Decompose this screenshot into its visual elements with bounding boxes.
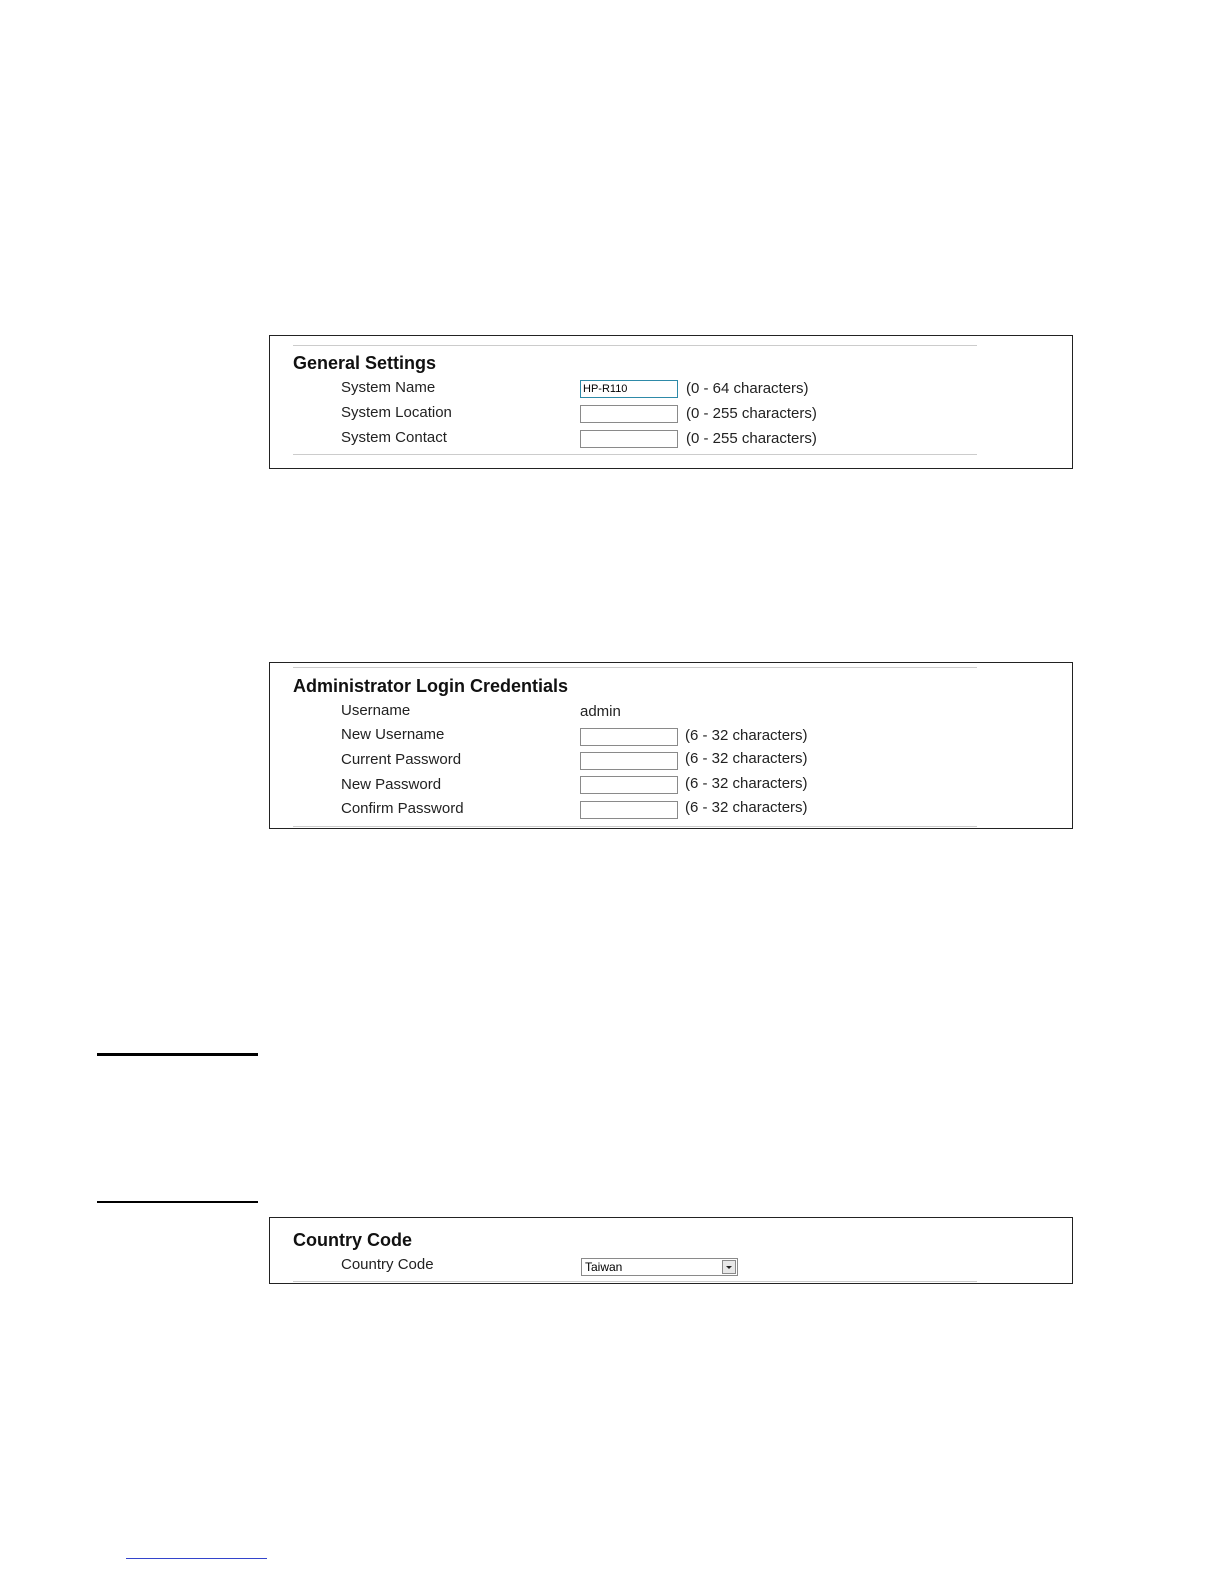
confirm-password-hint: (6 - 32 characters) xyxy=(685,799,808,816)
current-password-hint: (6 - 32 characters) xyxy=(685,750,808,767)
section-rule xyxy=(97,1201,258,1203)
username-value: admin xyxy=(580,703,621,720)
top-divider xyxy=(293,667,977,668)
bottom-divider xyxy=(293,454,977,455)
bottom-divider xyxy=(293,826,977,827)
country-code-select[interactable] xyxy=(581,1258,738,1276)
panel-title: Country Code xyxy=(293,1230,412,1250)
new-username-hint: (6 - 32 characters) xyxy=(685,727,808,744)
bottom-divider xyxy=(293,1281,977,1282)
system-location-input[interactable] xyxy=(580,405,678,423)
system-contact-input[interactable] xyxy=(580,430,678,448)
admin-credentials-panel xyxy=(269,662,1073,829)
new-password-label: New Password xyxy=(341,776,442,793)
system-name-label: System Name xyxy=(341,379,436,396)
system-name-hint: (0 - 64 characters) xyxy=(686,380,809,397)
top-divider xyxy=(293,345,977,346)
current-password-label: Current Password xyxy=(341,751,462,768)
chevron-down-icon[interactable] xyxy=(722,1260,736,1274)
system-contact-label: System Contact xyxy=(341,429,447,446)
current-password-input[interactable] xyxy=(580,752,678,770)
general-settings-panel xyxy=(269,335,1073,469)
system-name-input[interactable] xyxy=(580,380,678,398)
confirm-password-input[interactable] xyxy=(580,801,678,819)
country-code-selected: Taiwan xyxy=(585,1260,623,1274)
new-password-input[interactable] xyxy=(580,776,678,794)
confirm-password-label: Confirm Password xyxy=(341,800,464,817)
country-code-panel xyxy=(269,1217,1073,1284)
system-location-hint: (0 - 255 characters) xyxy=(686,405,817,422)
username-label: Username xyxy=(341,702,411,719)
new-username-label: New Username xyxy=(341,726,445,743)
new-password-hint: (6 - 32 characters) xyxy=(685,775,808,792)
system-location-label: System Location xyxy=(341,404,452,421)
section-rule xyxy=(97,1053,258,1056)
system-contact-hint: (0 - 255 characters) xyxy=(686,430,817,447)
link-underline xyxy=(126,1558,267,1559)
new-username-input[interactable] xyxy=(580,728,678,746)
country-code-label: Country Code xyxy=(341,1256,434,1273)
panel-title: Administrator Login Credentials xyxy=(293,676,569,696)
panel-title: General Settings xyxy=(293,353,437,373)
